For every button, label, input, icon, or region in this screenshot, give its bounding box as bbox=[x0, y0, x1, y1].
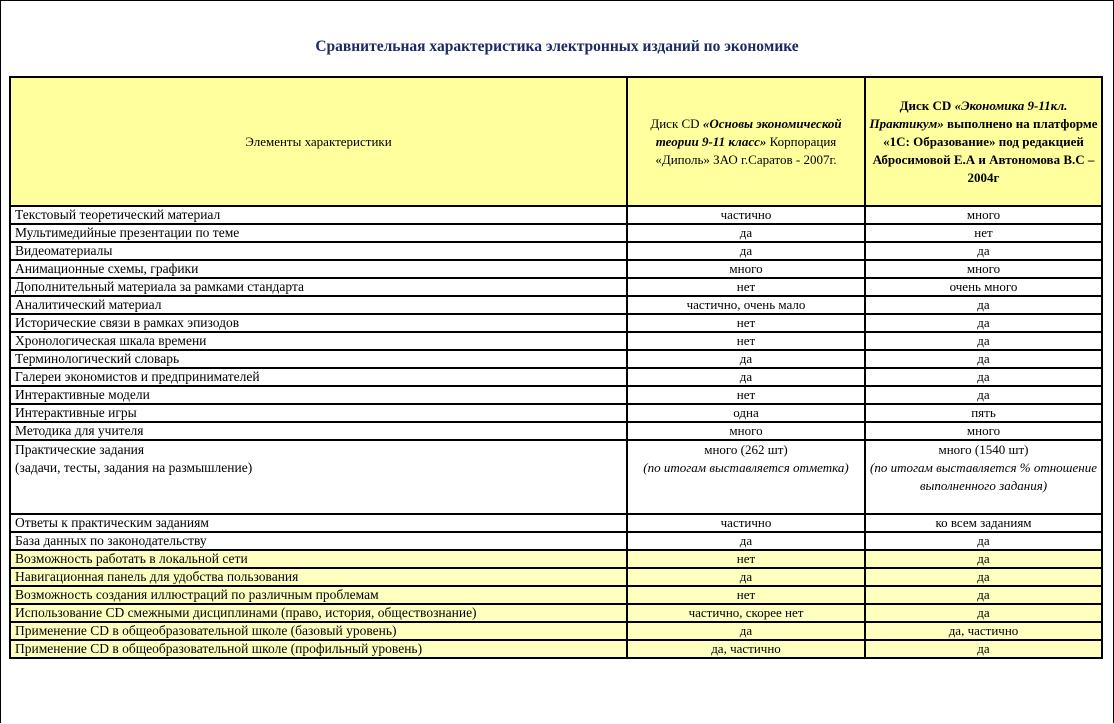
disk-1-value: да bbox=[627, 368, 865, 386]
table-row bbox=[10, 206, 1102, 224]
disk-1-value: да, частично bbox=[627, 640, 865, 658]
disk-2-value: очень много bbox=[865, 278, 1102, 296]
disk-1-value: нет bbox=[627, 586, 865, 604]
disk-2-value: да bbox=[865, 332, 1102, 350]
table-header-row bbox=[10, 77, 1102, 206]
header-disk-2-label: Диск CD bbox=[899, 97, 955, 113]
header-disk-2-title: «Экономика 9-11кл. Практикум» bbox=[869, 97, 1068, 131]
feature-cell: Текстовый теоретический материал bbox=[10, 206, 627, 224]
feature-cell: Видеоматериалы bbox=[10, 242, 627, 260]
feature-cell: Применение CD в общеобразовательной школе (базовый уровень) bbox=[10, 622, 627, 640]
disk-2-value: да bbox=[865, 550, 1102, 568]
header-characteristic: Элементы характеристики bbox=[10, 77, 627, 206]
disk-1-value: нет bbox=[627, 550, 865, 568]
disk-1-value: да bbox=[627, 242, 865, 260]
table-row bbox=[10, 368, 1102, 386]
feature-cell: Терминологический словарь bbox=[10, 350, 627, 368]
disk-2-value: да, частично bbox=[865, 622, 1102, 640]
table-row bbox=[10, 514, 1102, 532]
practical-title: Практические задания bbox=[15, 442, 145, 457]
table-row bbox=[10, 242, 1102, 260]
disk-2-value: да bbox=[865, 242, 1102, 260]
disk-1-value: частично bbox=[627, 206, 865, 224]
document-title: Сравнительная характеристика электронных изданий по экономике bbox=[315, 38, 799, 55]
disk-2-value: да bbox=[865, 568, 1102, 586]
disk-2-value: много bbox=[865, 260, 1102, 278]
disk-2-value: пять bbox=[865, 404, 1102, 422]
disk-2-value: да bbox=[865, 532, 1102, 550]
header-disk-1-title: «Основы экономической теории 9-11 класс» bbox=[655, 115, 842, 149]
feature-cell: Навигационная панель для удобства пользования bbox=[10, 568, 627, 586]
disk-1-value: частично, скорее нет bbox=[627, 604, 865, 622]
disk-1-value: много bbox=[627, 260, 865, 278]
table-row bbox=[10, 296, 1102, 314]
feature-cell: Использование CD смежными дисциплинами (право, история, обществознание) bbox=[10, 604, 627, 622]
table-row bbox=[10, 586, 1102, 604]
table-row bbox=[10, 422, 1102, 440]
practical-disk-1-note: (по итогам выставляется отметка) bbox=[643, 460, 849, 475]
feature-cell: Анимационные схемы, графики bbox=[10, 260, 627, 278]
practical-disk-1-count: много (262 шт) bbox=[704, 442, 788, 457]
feature-cell: Возможность создания иллюстраций по различным проблемам bbox=[10, 586, 627, 604]
disk-2-value: да bbox=[865, 296, 1102, 314]
feature-cell: Применение CD в общеобразовательной школе (профильный уровень) bbox=[10, 640, 627, 658]
disk-1-value: да bbox=[627, 568, 865, 586]
disk-1-value: нет bbox=[627, 278, 865, 296]
disk-2-value: да bbox=[865, 368, 1102, 386]
disk-1-value: нет bbox=[627, 314, 865, 332]
table-row bbox=[10, 404, 1102, 422]
disk-1-value: частично bbox=[627, 514, 865, 532]
practical-disk-2-count: много (1540 шт) bbox=[938, 442, 1029, 457]
disk-1-value: много bbox=[627, 422, 865, 440]
feature-cell: Аналитический материал bbox=[10, 296, 627, 314]
header-disk-1-publisher: Корпорация «Диполь» ЗАО г.Саратов - 2007г. bbox=[655, 133, 837, 167]
table-row bbox=[10, 568, 1102, 586]
disk-1-value: одна bbox=[627, 404, 865, 422]
disk-2-value: да bbox=[865, 586, 1102, 604]
disk-1-value: да bbox=[627, 350, 865, 368]
disk-2-value: да bbox=[865, 314, 1102, 332]
table-row bbox=[10, 604, 1102, 622]
disk-1-value: да bbox=[627, 224, 865, 242]
feature-cell: Хронологическая шкала времени bbox=[10, 332, 627, 350]
disk-1-value: нет bbox=[627, 332, 865, 350]
disk-1-value: частично, очень мало bbox=[627, 296, 865, 314]
feature-cell: Галереи экономистов и предпринимателей bbox=[10, 368, 627, 386]
table-row bbox=[10, 640, 1102, 658]
disk-2-value: много bbox=[865, 422, 1102, 440]
disk-2-value: да bbox=[865, 350, 1102, 368]
disk-2-value: да bbox=[865, 604, 1102, 622]
table-row-practical bbox=[10, 440, 1102, 514]
table-row bbox=[10, 350, 1102, 368]
feature-cell: Исторические связи в рамках эпизодов bbox=[10, 314, 627, 332]
table-row bbox=[10, 278, 1102, 296]
feature-cell: Мультимедийные презентации по теме bbox=[10, 224, 627, 242]
disk-2-value bbox=[865, 440, 1102, 514]
feature-cell: База данных по законодательству bbox=[10, 532, 627, 550]
table-row bbox=[10, 622, 1102, 640]
feature-cell: Дополнительный материала за рамками стандарта bbox=[10, 278, 627, 296]
disk-1-value: да bbox=[627, 532, 865, 550]
feature-cell: Возможность работать в локальной сети bbox=[10, 550, 627, 568]
table-row bbox=[10, 314, 1102, 332]
table-row bbox=[10, 260, 1102, 278]
disk-2-value: нет bbox=[865, 224, 1102, 242]
table-row bbox=[10, 386, 1102, 404]
table-row bbox=[10, 532, 1102, 550]
feature-cell: Методика для учителя bbox=[10, 422, 627, 440]
disk-2-value: много bbox=[865, 206, 1102, 224]
table-row bbox=[10, 550, 1102, 568]
table-row bbox=[10, 224, 1102, 242]
header-disk-2 bbox=[865, 77, 1102, 206]
header-disk-1 bbox=[627, 77, 865, 206]
disk-1-value: нет bbox=[627, 386, 865, 404]
disk-2-value: да bbox=[865, 640, 1102, 658]
disk-2-value: ко всем заданиям bbox=[865, 514, 1102, 532]
practical-subtitle: (задачи, тесты, задания на размышление) bbox=[15, 460, 253, 475]
disk-1-value bbox=[627, 440, 865, 514]
disk-2-value: да bbox=[865, 386, 1102, 404]
practical-disk-2-note: (по итогам выставляется % отношение выполненного задания) bbox=[870, 460, 1097, 493]
comparison-table bbox=[9, 76, 1103, 659]
header-disk-1-label: Диск CD bbox=[650, 115, 703, 131]
disk-1-value: да bbox=[627, 622, 865, 640]
feature-cell: Интерактивные игры bbox=[10, 404, 627, 422]
table-row bbox=[10, 332, 1102, 350]
header-disk-2-publisher: выполнено на платформе «1С: Образование» под редакцией Абросимовой Е.А и Автономова В.С – 2004г bbox=[872, 115, 1098, 185]
feature-cell: Интерактивные модели bbox=[10, 386, 627, 404]
feature-cell: Ответы к практическим заданиям bbox=[10, 514, 627, 532]
feature-cell bbox=[10, 440, 627, 514]
